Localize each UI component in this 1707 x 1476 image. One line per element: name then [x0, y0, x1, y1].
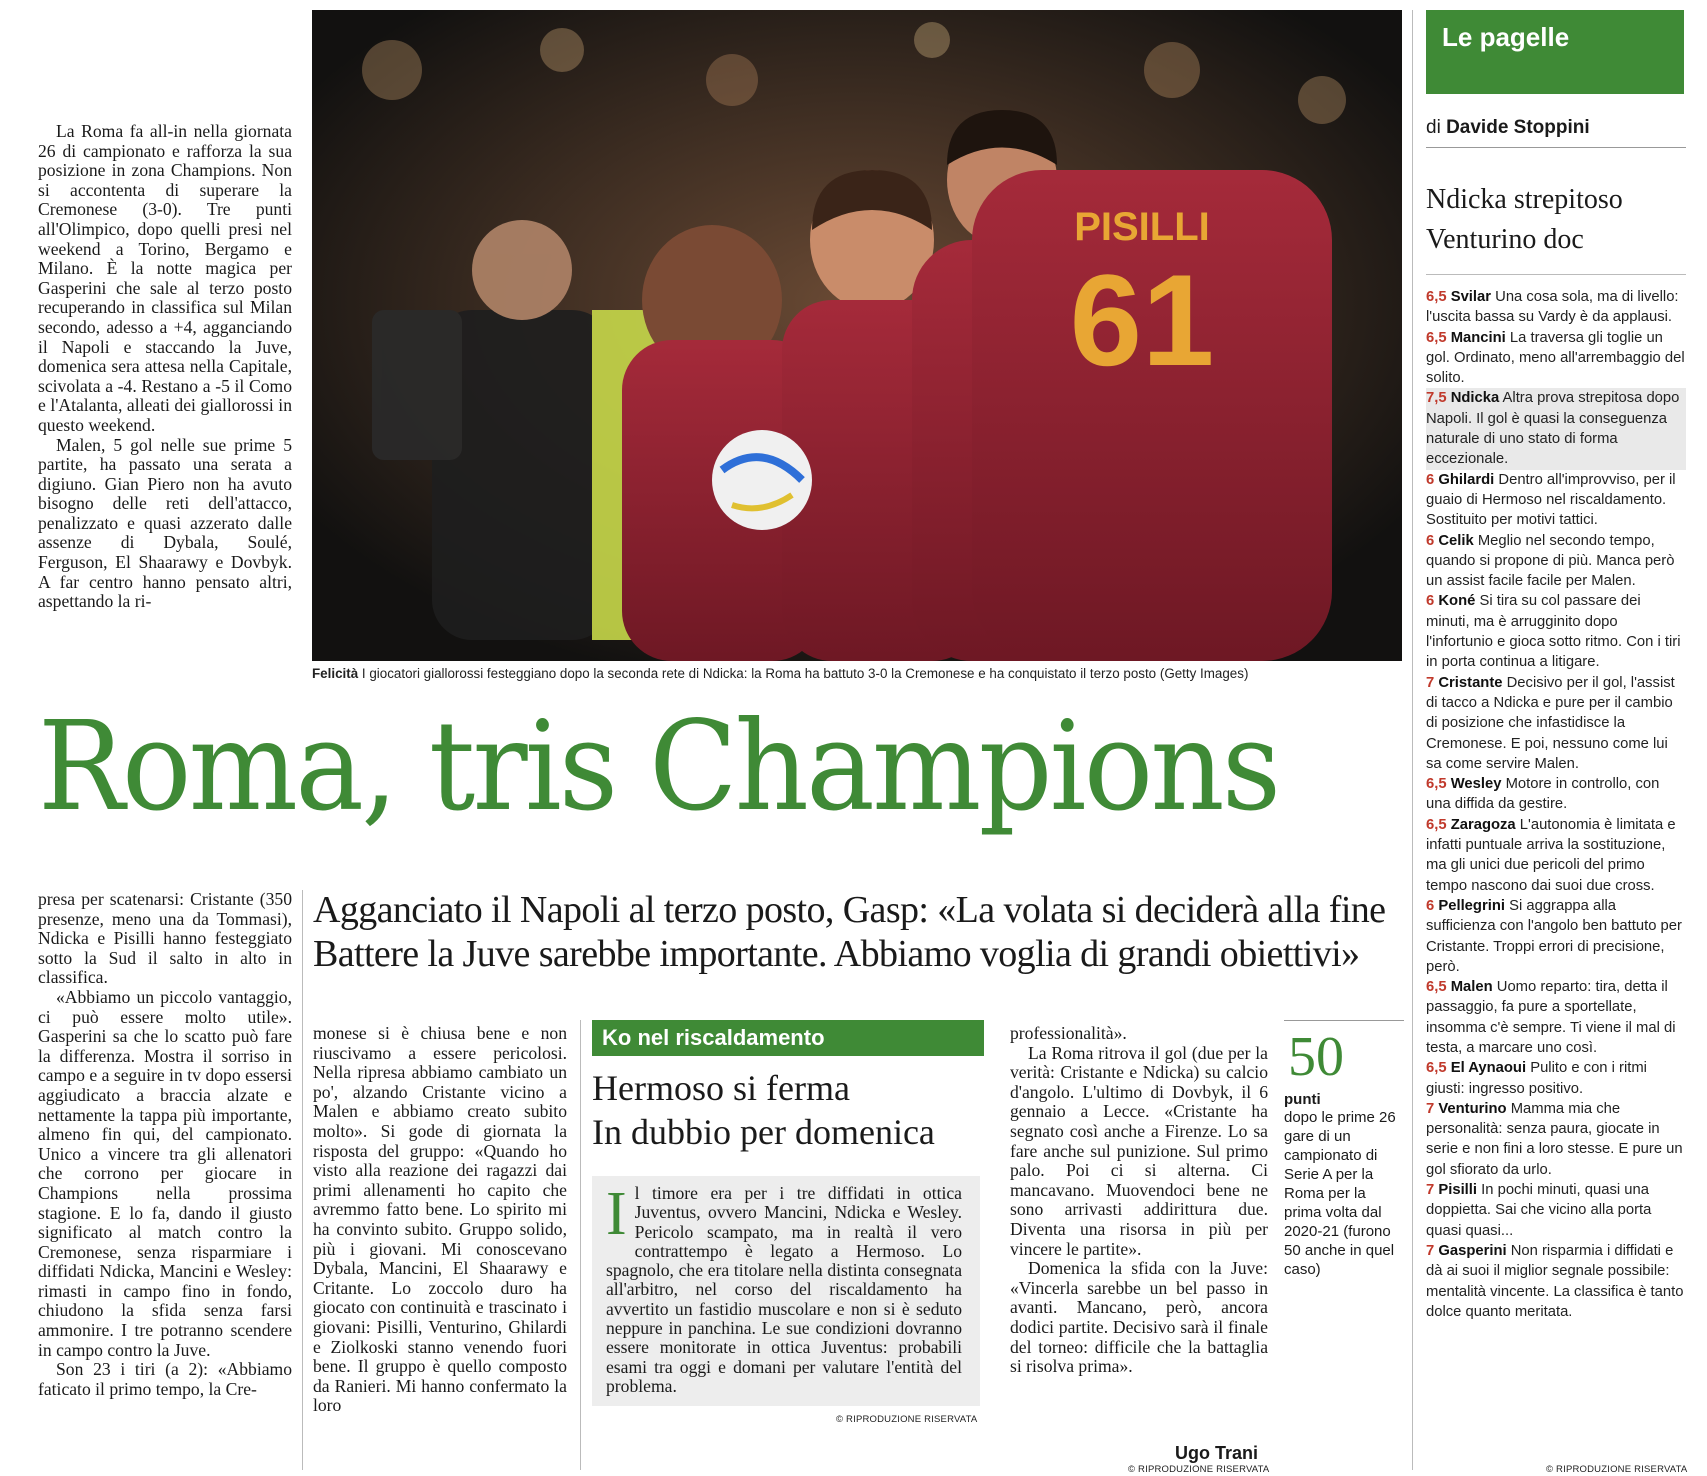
rating-item — [1426, 287, 1686, 328]
rating-item — [1426, 470, 1686, 531]
article-paragraph: La Roma ritrova il gol (due per la verità: Cristante e Ndicka) su calcio d'angolo. L'ultimo di Dovbyk, il 6 gennaio a Lecce. «Cristante ha segnato così anche a Firenze. Lo sa fare anche sul punizione. Sul primo palo. Poi ci si alterna. Ci mancavano. Muovendoci bene ne sono arrivasti addirittura due. Diventa una risorsa in più per vincere le partite». — [1010, 1042, 1268, 1259]
rating-vote: 7 — [1426, 674, 1435, 691]
rating-vote: 7 — [1426, 1242, 1435, 1259]
box-title — [592, 1066, 992, 1154]
stat-unit: punti — [1284, 1091, 1321, 1108]
rating-vote: 7 — [1426, 1100, 1435, 1117]
byline-prefix: di — [1426, 117, 1441, 138]
rating-item — [1426, 388, 1686, 469]
box-title-line-1: Hermoso si ferma — [592, 1068, 850, 1108]
rating-player: Ndicka — [1450, 390, 1500, 407]
rating-vote: 6 — [1426, 593, 1435, 610]
rating-item — [1426, 977, 1686, 1058]
byline-author: Davide Stoppini — [1446, 117, 1590, 138]
photo-caption — [312, 666, 1402, 682]
rating-text: Uomo reparto: tira, detta il passaggio, fa pure a sportellate, insomma c'è sempre. Ti viene il mal di testa, a marcare uno così. — [1426, 979, 1676, 1056]
rating-vote: 6 — [1426, 471, 1435, 488]
rating-item — [1426, 774, 1686, 815]
rating-player: Zaragoza — [1450, 816, 1516, 833]
rating-player: Celik — [1438, 532, 1474, 549]
rating-player: Ghilardi — [1438, 471, 1495, 488]
column-divider — [580, 1020, 581, 1470]
rating-player: El Aynaoui — [1450, 1060, 1527, 1077]
page-headline: Roma, tris Champions — [38, 695, 1279, 839]
rating-text: La traversa gli toglie un gol. Ordinato, meno all'arrembaggio del solito. — [1426, 329, 1685, 387]
rating-player: Pellegrini — [1438, 897, 1505, 914]
article-paragraph: professionalità». — [1010, 1023, 1127, 1043]
column-divider — [302, 890, 303, 1470]
pagelle-headline — [1426, 180, 1686, 275]
rating-item — [1426, 531, 1686, 592]
article-column-1-top — [38, 122, 292, 612]
pagelle-rights: © RIPRODUZIONE RISERVATA — [1546, 1464, 1688, 1475]
rating-vote: 6,5 — [1426, 289, 1447, 305]
article-column-4 — [1010, 1024, 1268, 1377]
rating-vote: 6,5 — [1426, 1060, 1447, 1077]
rating-text: Motore in controllo, con una diffida da gestire. — [1426, 776, 1660, 813]
caption-bold: Felicità — [312, 666, 359, 681]
pagelle-byline — [1426, 117, 1686, 148]
box-title-line-2: In dubbio per domenica — [592, 1112, 935, 1152]
rating-item — [1426, 1180, 1686, 1241]
match-photo — [312, 10, 1402, 661]
rating-text: Una cosa sola, ma di livello: l'uscita bassa su Vardy è da applausi. — [1426, 289, 1679, 326]
rating-player: Venturino — [1438, 1100, 1507, 1117]
rating-item — [1426, 896, 1686, 977]
box-rights: © RIPRODUZIONE RISERVATA — [836, 1414, 978, 1425]
rating-vote: 6 — [1426, 897, 1435, 914]
rating-vote: 7 — [1426, 1182, 1435, 1199]
stat-number: 50 — [1288, 1026, 1344, 1088]
article-paragraph: presa per scatenarsi: Cristante (350 presenze, meno una da Tommasi), Ndicka e Pisilli hanno festeggiato sotto la Sud il salto in alto in classifica. — [38, 889, 292, 988]
rating-vote: 6 — [1426, 532, 1435, 549]
rating-item — [1426, 1099, 1686, 1180]
rating-vote: 6,5 — [1426, 979, 1447, 996]
rating-player: Gasperini — [1438, 1242, 1507, 1259]
article-paragraph: Domenica la sfida con la Juve: «Vincerla sarebbe un bel passo in avanti. Mancano, però, ancora dodici partite. Decisivo sarà il finale del torneo: difficile che la battaglia si risolva prima». — [1010, 1258, 1268, 1377]
caption-credit: (Getty Images) — [1159, 666, 1249, 681]
rating-text: Si aggrappa alla sufficienza con l'angolo ben battuto per Cristante. Troppi errori di precisione, però. — [1426, 897, 1682, 975]
jersey-number: 61 — [1069, 247, 1215, 393]
pagelle-headline-line-2: Venturino doc — [1426, 224, 1584, 255]
jersey-name: PISILLI — [1074, 205, 1210, 249]
rating-text: In pochi minuti, quasi una doppietta. Sai che vicino alla porta quasi quasi... — [1426, 1182, 1652, 1239]
rating-text: Meglio nel secondo tempo, quando si propone di più. Manca però un assist facile facile per Malen. — [1426, 532, 1675, 590]
rating-item — [1426, 328, 1686, 389]
rating-item — [1426, 1241, 1686, 1322]
ratings-list — [1426, 287, 1686, 1322]
article-paragraph: Malen, 5 gol nelle sue prime 5 partite, ha passato una serata a digiuno. Gian Piero non ha avuto bisogno delle reti dell'attacco, penalizzato e quasi azzerato dalle assenze di Dybala, Soulé, Ferguson, El Shaarawy e Dovbyk. A far centro hanno pensato altri, aspettando la ri- — [38, 434, 292, 612]
boxed-article-body: l timore era per i tre diffidati in ottica Juventus, ovvero Mancini, Ndicka e Wesley. Pericolo scampato, ma in realtà il vero contrattempo è legato a Hermoso. Lo spagnolo, che era titolare nella distinta consegnata all'arbitro, nel corso del riscaldamento ha avvertito un fastidio muscolare e non si è seduto neppure in panchina. Le sue condizioni dovranno essere monitorate in ottica Juventus: probabili esami tra oggi e domani per valutare l'entità del problema. — [606, 1183, 962, 1396]
article-paragraph: La Roma fa all-in nella giornata 26 di campionato e rafforza la sua posizione in zona Champions. Non si accontenta di superare la Cremonese (3-0). Tre punti all'Olimpico, dopo quelli presi nel weekend a Torino, Bergamo e Milano. È la notte magica per Gasperini che sale al terzo posto recuperando in classifica sul Milan secondo, adesso a +4, agganciando il Napoli e staccando la Juve, domenica sera attesa nella Capitale, scivolata a -4. Restano a -5 il Como e l'Atalanta, alleati dei giallorossi in questo weekend. — [38, 121, 292, 435]
rating-vote: 6,5 — [1426, 329, 1447, 346]
rating-text: Altra prova strepitosa dopo Napoli. Il gol è quasi la conseguenza naturale di uno stato di forma eccezionale. — [1426, 390, 1680, 468]
article-rights: © RIPRODUZIONE RISERVATA — [1128, 1464, 1270, 1475]
rating-item — [1426, 815, 1686, 896]
pagelle-header-box — [1426, 10, 1684, 94]
article-column-1-bottom — [38, 890, 292, 1399]
author-signature: Ugo Trani — [1175, 1443, 1259, 1463]
subheadline — [313, 888, 1413, 976]
rating-player: Svilar — [1450, 289, 1492, 305]
rating-text: L'autonomia è limitata e infatti puntuale arriva la sostituzione, ma gli unici due pericoli del primo tempo nascono dai suoi due cross. — [1426, 816, 1676, 894]
rating-player: Mancini — [1450, 329, 1506, 346]
subheadline-line-2: Battere la Juve sarebbe importante. Abbiamo voglia di grandi obiettivi» — [313, 933, 1360, 975]
drop-cap: I — [606, 1180, 627, 1248]
rating-text: Non risparmia i diffidati e dà ai suoi il miglior segnale possibile: mentalità vincente. La classifica è tanto dolce quanto meritata. — [1426, 1242, 1684, 1320]
section-label: Ko nel riscaldamento — [592, 1020, 984, 1056]
caption-text: I giocatori giallorossi festeggiano dopo la seconda rete di Ndicka: la Roma ha battuto 3-0 la Cremonese e ha conquistato il terzo posto — [361, 666, 1157, 681]
rating-vote: 6,5 — [1426, 816, 1447, 833]
boxed-article — [592, 1176, 980, 1406]
rating-player: Pisilli — [1438, 1182, 1478, 1199]
article-column-2 — [313, 1024, 567, 1416]
rating-text: Mamma mia che personalità: senza paura, giocate in serie e non fini a loro stesse. E pure un gol sfiorato da urlo. — [1426, 1100, 1683, 1178]
rating-vote: 6,5 — [1426, 776, 1447, 793]
pagelle-headline-line-1: Ndicka strepitoso — [1426, 184, 1623, 215]
column-divider — [1412, 10, 1413, 1470]
pagelle-title: Le pagelle — [1442, 22, 1570, 52]
rating-player: Malen — [1450, 979, 1493, 996]
rating-text: Pulito e con i ritmi giusti: ingresso positivo. — [1426, 1060, 1647, 1097]
stat-box — [1284, 1020, 1404, 1279]
rating-item — [1426, 591, 1686, 672]
subheadline-line-1: Agganciato il Napoli al terzo posto, Gasp: «La volata si deciderà alla fine — [313, 889, 1386, 931]
article-paragraph: «Abbiamo un piccolo vantaggio, ci può essere molto utile». Gasperini sa che lo scatto può fare la differenza. Mostra il sorriso in campo e a seguire in tv dopo essersi aggiudicato a braccia alzate e nettamente la tappa più importante, almeno fin qui, del campionato. Unico a vincere tra gli allenatori che corrono per giocare in Champions nella prossima stagione. E lo fa, dando il giusto significato al match contro la Cremonese, senza risparmiare i diffidati Ndicka, Mancini e Wesley: rimasti in campo fino in fondo, chiudono la sfida senza farsi ammonire. I tre potranno scendere in campo contro la Juve. — [38, 986, 292, 1360]
rating-vote: 7,5 — [1426, 390, 1447, 407]
stat-text: dopo le prime 26 gare di un campionato di Serie A per la Roma per la prima volta dal 2020-21 (furono 50 anche in quel caso) — [1284, 1109, 1396, 1278]
rating-item — [1426, 673, 1686, 774]
rating-player: Cristante — [1438, 674, 1503, 691]
rating-text: Decisivo per il gol, l'assist di tacco a Ndicka e pure per il cambio di posizione che infastidisce la Cremonese. E poi, nessuno come lui sa come servire Malen. — [1426, 674, 1675, 772]
rating-item — [1426, 1058, 1686, 1099]
rating-player: Koné — [1438, 593, 1476, 610]
article-paragraph: monese si è chiusa bene e non riuscivamo a essere pericolosi. Nella ripresa abbiamo cambiato un po', alzando Cristante vicino a Malen e abbiamo creato subito molto». Si gode di giornata la risposta del gruppo: «Quando ho visto alla reazione dei ragazzi dai primi allenamenti ho capito che avremmo fatto bene. Lo spirito mi ha convinto subito. Gruppo solido, più i giovani. Mi conoscevano Dybala, Mancini, El Shaarawy e Critante. Lo zoccolo duro ha giocato con continuità e trascinato i giovani: Pisilli, Venturino, Ghilardi e Ziolkoski stanno venendo fuori bene. Il gruppo è quello composto da Ranieri. Mi hanno confermato la loro — [313, 1023, 567, 1416]
article-paragraph: Son 23 i tiri (a 2): «Abbiamo faticato il primo tempo, la Cre- — [38, 1359, 292, 1399]
rating-player: Wesley — [1450, 776, 1502, 793]
rating-text: Dentro all'improvviso, per il guaio di Hermoso nel riscaldamento. Sostituito per motivi tattici. — [1426, 471, 1676, 529]
rating-text: Si tira su col passare dei minuti, ma è arrugginito dopo l'infortunio e gioca sotto ritmo. Con i tiri in porta continua a litigare. — [1426, 593, 1681, 671]
players-celebration-image — [312, 10, 1402, 661]
